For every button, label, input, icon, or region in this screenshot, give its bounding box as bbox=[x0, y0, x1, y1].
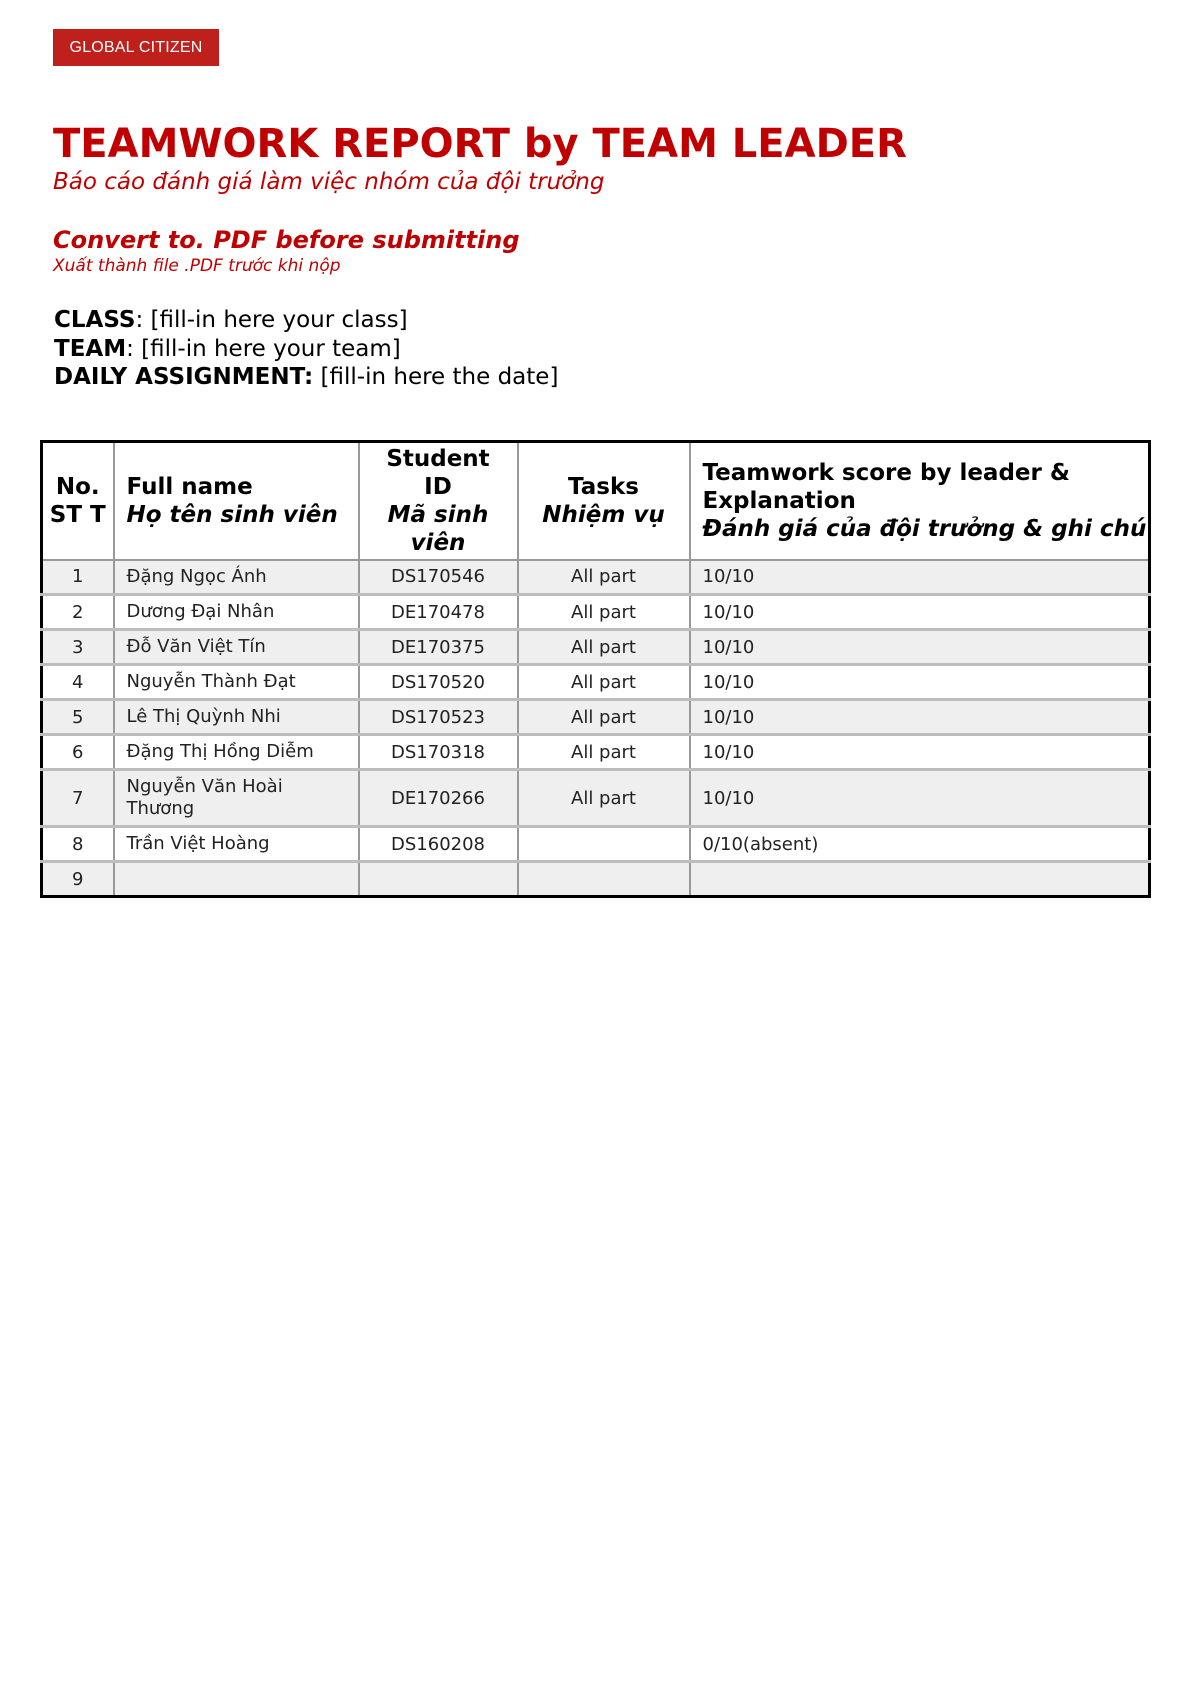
cell-task: All part bbox=[518, 560, 690, 595]
header-student-id-en: Student ID bbox=[386, 445, 490, 500]
header-student-id-vi: Mã sinh viên bbox=[387, 501, 489, 556]
cell-student-id bbox=[359, 862, 518, 897]
header-no-label: No. ST T bbox=[49, 473, 106, 528]
cell-student-id: DS160208 bbox=[359, 827, 518, 862]
cell-score: 10/10 bbox=[690, 630, 1150, 665]
cell-score: 10/10 bbox=[690, 735, 1150, 770]
team-label: TEAM bbox=[54, 336, 127, 362]
cell-score: 10/10 bbox=[690, 595, 1150, 630]
cell-no: 9 bbox=[42, 862, 114, 897]
class-line bbox=[54, 307, 408, 333]
global-citizen-logo: GLOBAL CITIZEN bbox=[53, 29, 219, 66]
cell-name: Nguyễn Thành Đạt bbox=[114, 665, 359, 700]
header-score-vi: Đánh giá của đội trưởng & ghi chú bbox=[702, 515, 1147, 542]
table-row bbox=[42, 770, 1150, 827]
cell-student-id: DE170478 bbox=[359, 595, 518, 630]
cell-student-id: DS170546 bbox=[359, 560, 518, 595]
cell-no: 5 bbox=[42, 700, 114, 735]
cell-student-id: DE170375 bbox=[359, 630, 518, 665]
cell-student-id: DS170520 bbox=[359, 665, 518, 700]
table-row bbox=[42, 665, 1150, 700]
cell-no: 6 bbox=[42, 735, 114, 770]
cell-score: 10/10 bbox=[690, 700, 1150, 735]
cell-no: 1 bbox=[42, 560, 114, 595]
header-student-id bbox=[359, 442, 518, 560]
table-row bbox=[42, 827, 1150, 862]
cell-name: Lê Thị Quỳnh Nhi bbox=[114, 700, 359, 735]
cell-name: Đặng Ngọc Ánh bbox=[114, 560, 359, 595]
table-row bbox=[42, 560, 1150, 595]
cell-name: Đỗ Văn Việt Tín bbox=[114, 630, 359, 665]
class-label: CLASS bbox=[54, 307, 136, 333]
cell-no: 4 bbox=[42, 665, 114, 700]
assignment-line bbox=[54, 364, 558, 390]
header-no bbox=[42, 442, 114, 560]
cell-name: Trần Việt Hoàng bbox=[114, 827, 359, 862]
cell-student-id: DS170523 bbox=[359, 700, 518, 735]
header-tasks bbox=[518, 442, 690, 560]
table-row bbox=[42, 700, 1150, 735]
header-full-name-vi: Họ tên sinh viên bbox=[126, 501, 338, 528]
teamwork-table bbox=[40, 440, 1151, 898]
table-row bbox=[42, 862, 1150, 897]
cell-task bbox=[518, 827, 690, 862]
cell-student-id: DS170318 bbox=[359, 735, 518, 770]
cell-no: 3 bbox=[42, 630, 114, 665]
cell-score: 10/10 bbox=[690, 560, 1150, 595]
cell-name: Dương Đại Nhân bbox=[114, 595, 359, 630]
header-score bbox=[690, 442, 1150, 560]
table-row bbox=[42, 735, 1150, 770]
cell-no: 7 bbox=[42, 770, 114, 827]
cell-task: All part bbox=[518, 630, 690, 665]
table-row bbox=[42, 630, 1150, 665]
cell-no: 8 bbox=[42, 827, 114, 862]
report-title: TEAMWORK REPORT by TEAM LEADER bbox=[53, 121, 907, 167]
report-subtitle: Báo cáo đánh giá làm việc nhóm của đội trưởng bbox=[53, 169, 605, 195]
cell-task: All part bbox=[518, 595, 690, 630]
team-value: : [fill-in here your team] bbox=[126, 336, 401, 362]
cell-score: 10/10 bbox=[690, 665, 1150, 700]
convert-note-vi: Xuất thành file .PDF trước khi nộp bbox=[53, 256, 341, 276]
cell-score: 0/10(absent) bbox=[690, 827, 1150, 862]
header-score-en: Teamwork score by leader & Explanation bbox=[702, 459, 1070, 514]
assignment-value: [fill-in here the date] bbox=[313, 364, 559, 390]
table-row bbox=[42, 595, 1150, 630]
team-line bbox=[54, 336, 401, 362]
header-tasks-en: Tasks bbox=[568, 473, 639, 500]
header-tasks-vi: Nhiệm vụ bbox=[542, 501, 665, 528]
header-full-name bbox=[114, 442, 359, 560]
cell-name: Đặng Thị Hồng Diễm bbox=[114, 735, 359, 770]
table-header-row bbox=[42, 442, 1150, 560]
cell-task: All part bbox=[518, 735, 690, 770]
header-full-name-en: Full name bbox=[126, 473, 253, 500]
cell-name bbox=[114, 862, 359, 897]
cell-score: 10/10 bbox=[690, 770, 1150, 827]
cell-task: All part bbox=[518, 665, 690, 700]
cell-task: All part bbox=[518, 770, 690, 827]
cell-score bbox=[690, 862, 1150, 897]
cell-name: Nguyễn Văn Hoài Thương bbox=[114, 770, 359, 827]
cell-student-id: DE170266 bbox=[359, 770, 518, 827]
cell-no: 2 bbox=[42, 595, 114, 630]
convert-note: Convert to. PDF before submitting bbox=[53, 226, 520, 254]
cell-task: All part bbox=[518, 700, 690, 735]
class-value: : [fill-in here your class] bbox=[135, 307, 408, 333]
cell-task bbox=[518, 862, 690, 897]
assignment-label: DAILY ASSIGNMENT: bbox=[54, 364, 314, 390]
